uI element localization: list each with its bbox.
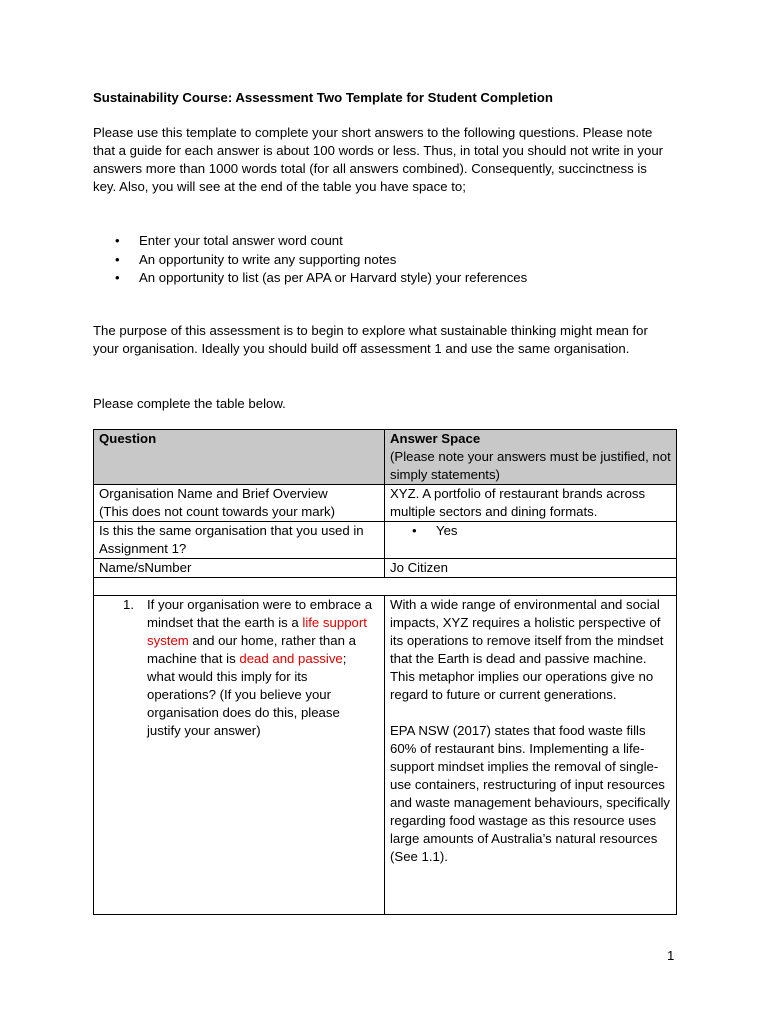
q1-answer-cell[interactable]: [385, 596, 677, 915]
table-row-spacer: [94, 578, 677, 596]
q1-number: 1.: [123, 597, 134, 612]
org-label: Organisation Name and Brief Overview: [99, 486, 328, 501]
answer-header-cell: [385, 430, 677, 485]
page-number: 1: [667, 948, 675, 963]
same-org-answer: • Yes: [390, 522, 671, 540]
q1-text-part1: If your organisation were to embrace a mindset that the earth is a: [147, 597, 373, 630]
org-answer-cell[interactable]: [385, 485, 677, 522]
name-answer: Jo Citizen: [390, 560, 448, 575]
table-row-organisation: [94, 485, 677, 522]
org-answer: XYZ. A portfolio of restaurant brands across multiple sectors and dining formats.: [390, 486, 646, 519]
assessment-table: [93, 429, 677, 915]
question-header: Question: [99, 431, 157, 446]
q1-text-part3: ; what would this imply for its operations? (If you believe your organisation does do this, please justify your answer): [147, 651, 347, 738]
answer-header-note: (Please note your answers must be justified, not simply statements): [390, 449, 671, 482]
answer-header: Answer Space: [390, 431, 481, 446]
q1-highlight-dead-passive: dead and passive: [239, 651, 343, 666]
table-instruction: Please complete the table below.: [93, 396, 286, 411]
org-label-cell: [94, 485, 385, 522]
q1-highlight-life-support: life support system: [147, 615, 367, 648]
table-row-question-1: [94, 596, 677, 915]
q1-answer-paragraph-2: EPA NSW (2017) states that food waste fills 60% of restaurant bins. Implementing a life-support mindset implies the removal of single-use containers, restructuring of input resources and waste management behaviours, specifically regarding food wastage as this resource uses large amounts of Australia’s natural resources (See 1.1).: [390, 723, 671, 864]
q1-text-part2: and our home, rather than a machine that is: [147, 633, 356, 666]
name-label: Name/sNumber: [99, 560, 192, 575]
table-header-row: [94, 430, 677, 485]
intro-paragraph: Please use this template to complete your short answers to the following questions. Please note that a guide for each answer is about 100 words or less. Thus, in total you should not write in your answers more than 1000 words total (for all answers combined). Consequently, succinctness is key. Also, you will see at the end of the table you have space to;: [93, 125, 664, 194]
bullet-item-notes: • An opportunity to write any supporting notes: [93, 251, 673, 270]
table-row-name: [94, 559, 677, 578]
name-label-cell: [94, 559, 385, 578]
same-org-label-cell: [94, 522, 385, 559]
q1-question-cell: [94, 596, 385, 915]
bullet-list: [93, 232, 673, 288]
same-org-label: Is this the same organisation that you used in Assignment 1?: [99, 523, 364, 556]
bullet-item-word-count: • Enter your total answer word count: [93, 232, 673, 251]
q1-question: [99, 596, 373, 740]
org-label-note: (This does not count towards your mark): [99, 504, 336, 519]
bullet-item-references: • An opportunity to list (as per APA or Harvard style) your references: [93, 269, 673, 288]
question-header-cell: [94, 430, 385, 485]
spacer-cell: [94, 578, 677, 596]
purpose-paragraph: The purpose of this assessment is to begin to explore what sustainable thinking might mean for your organisation. Ideally you should build off assessment 1 and use the same organisation.: [93, 323, 648, 356]
table-row-same-org: [94, 522, 677, 559]
name-answer-cell[interactable]: [385, 559, 677, 578]
same-org-answer-cell[interactable]: [385, 522, 677, 559]
q1-answer-paragraph-1: With a wide range of environmental and social impacts, XYZ requires a holistic perspective of its operations to remove itself from the mindset that the Earth is dead and passive machine. This metaphor implies our operations give no regard to future or current generations.: [390, 597, 664, 702]
document-title: Sustainability Course: Assessment Two Template for Student Completion: [93, 90, 553, 105]
